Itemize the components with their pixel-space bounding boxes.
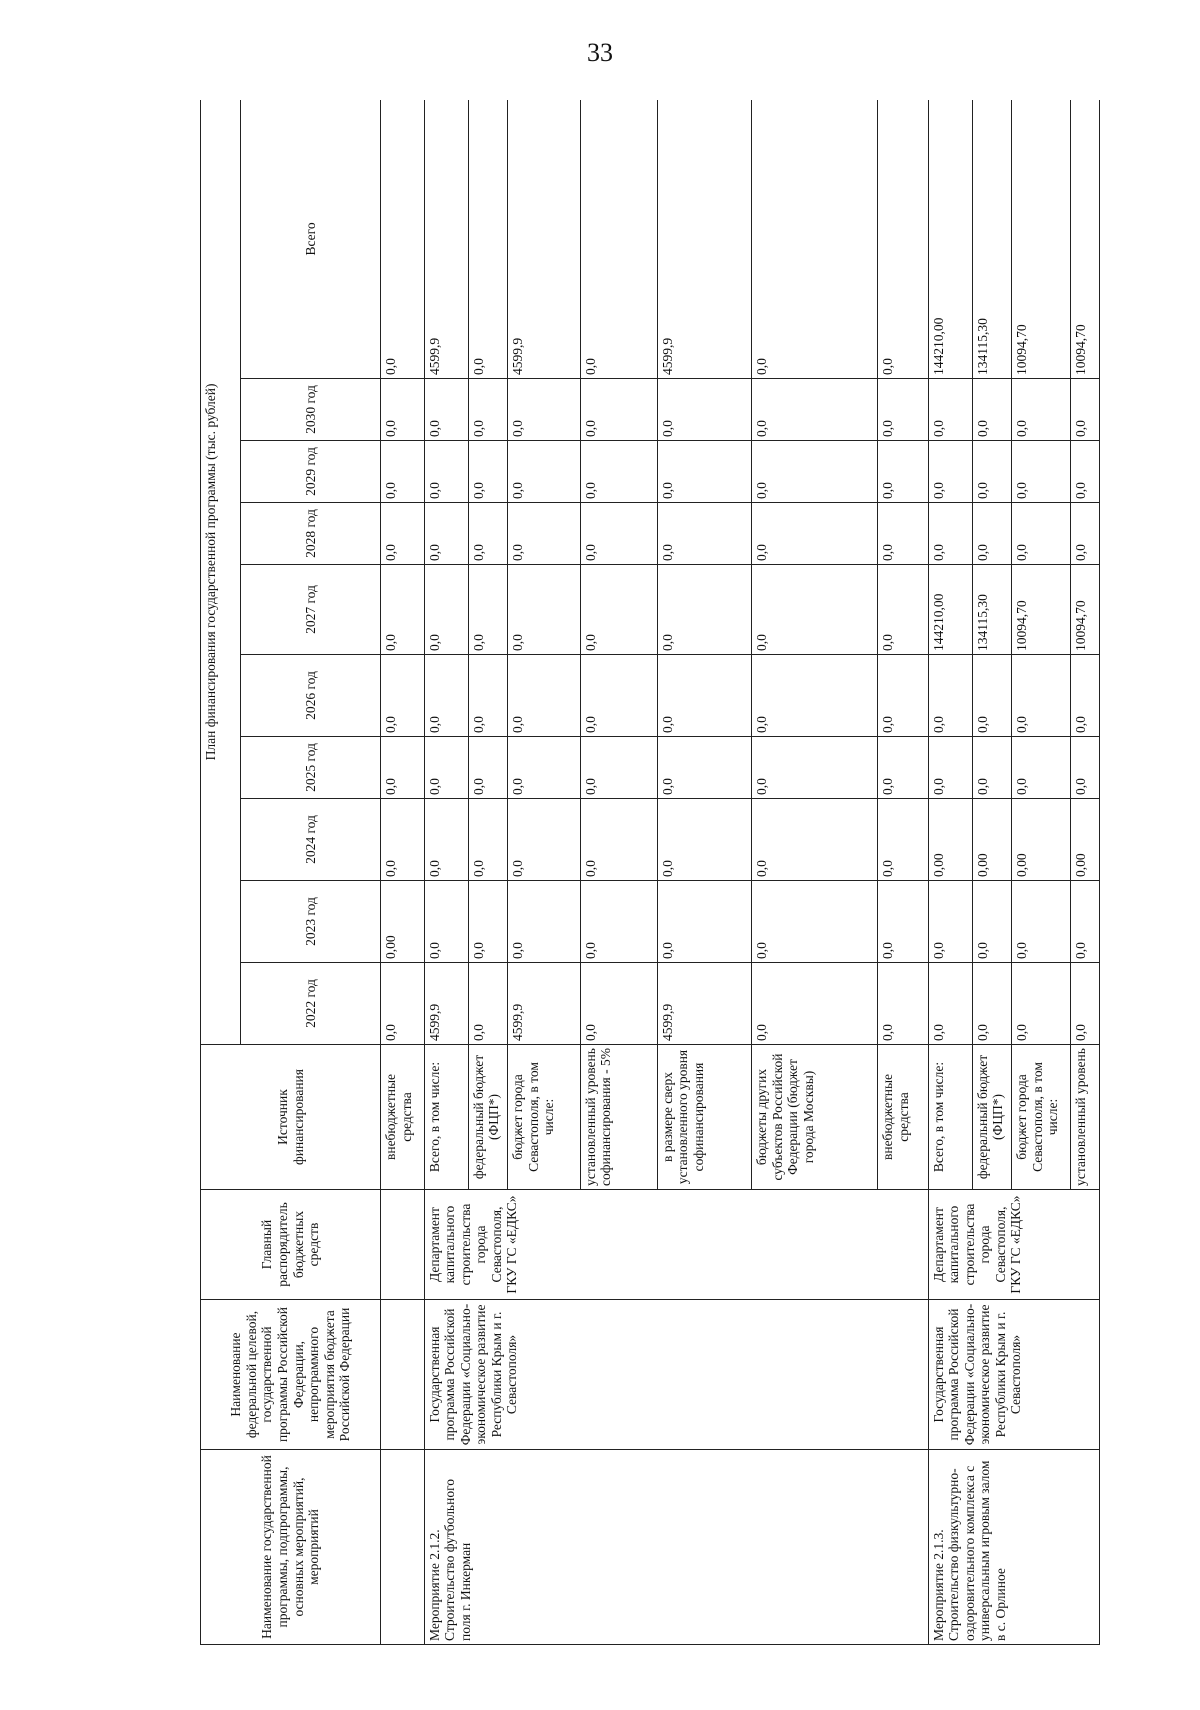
cell-value: 10094,70 [1071, 100, 1100, 379]
cell-value: 0,0 [928, 655, 972, 737]
cell-value: 0,0 [1071, 441, 1100, 503]
cell-value: 0,0 [508, 441, 580, 503]
cell-value: 0,00 [1012, 799, 1071, 881]
cell-value: 0,0 [657, 881, 751, 963]
table-container [200, 100, 1100, 1645]
cell-source: установленный уровень [1071, 1045, 1100, 1190]
cell-value: 144210,00 [928, 100, 972, 379]
cell-value: 4599,9 [508, 963, 580, 1045]
cell-value: 0,0 [468, 379, 508, 441]
header-total: Всего [241, 100, 381, 379]
cell-value: 0,0 [751, 655, 877, 737]
cell-value: 0,0 [508, 565, 580, 655]
cell-value: 0,0 [972, 963, 1012, 1045]
cell-administrator: Департамент капитального строительства города Севастополя, ГКУ ГС «ЕДКС» [424, 1190, 928, 1300]
cell-value: 0,0 [657, 799, 751, 881]
cell-value: 4599,9 [424, 963, 468, 1045]
cell-value: 0,0 [424, 881, 468, 963]
cell-value: 144210,00 [928, 565, 972, 655]
cell-source: Всего, в том числе: [424, 1045, 468, 1190]
cell-value: 0,0 [657, 441, 751, 503]
cell-value: 0,0 [580, 379, 657, 441]
cell-value: 0,0 [878, 963, 928, 1045]
cell-value: 0,0 [878, 565, 928, 655]
cell-value: 0,0 [580, 963, 657, 1045]
cell-value: 0,0 [381, 799, 425, 881]
cell-value: 0,0 [381, 565, 425, 655]
cell-value: 0,0 [928, 441, 972, 503]
cell-source: федеральный бюджет (ФЦП*) [972, 1045, 1012, 1190]
header-year-2027: 2027 год [241, 565, 381, 655]
cell-administrator: Департамент капитального строительства города Севастополя, ГКУ ГС «ЕДКС» [928, 1190, 1099, 1300]
table-row [928, 100, 972, 1645]
header-year-2023: 2023 год [241, 881, 381, 963]
cell-value: 0,0 [751, 100, 877, 379]
cell-value: 0,0 [928, 379, 972, 441]
cell-source: внебюджетные средства [878, 1045, 928, 1190]
cell-source: в размере сверх установленного уровня софинансирования [657, 1045, 751, 1190]
cell-value: 0,0 [1071, 655, 1100, 737]
cell-value: 0,0 [381, 655, 425, 737]
cell-source: установленный уровень софинансирования - 5% [580, 1045, 657, 1190]
cell-value: 0,0 [657, 565, 751, 655]
cell-value: 0,0 [468, 737, 508, 799]
cell-value: 0,0 [508, 799, 580, 881]
cell-value: 0,0 [508, 737, 580, 799]
cell-empty [381, 1190, 425, 1300]
cell-value: 0,0 [751, 379, 877, 441]
header-program: Наименование федеральной целевой, государственной программы Российской Федерации, непрограммного мероприятия бюджета Российской Федерации [201, 1300, 381, 1450]
cell-value: 0,0 [1071, 881, 1100, 963]
cell-value: 0,0 [424, 379, 468, 441]
cell-value: 0,0 [878, 441, 928, 503]
cell-value: 0,0 [751, 881, 877, 963]
cell-value: 0,0 [508, 503, 580, 565]
header-year-2026: 2026 год [241, 655, 381, 737]
cell-value: 0,0 [878, 100, 928, 379]
cell-value: 0,00 [972, 799, 1012, 881]
cell-source: бюджет города Севастополя, в том числе: [1012, 1045, 1071, 1190]
cell-value: 0,0 [580, 655, 657, 737]
cell-value: 0,0 [657, 655, 751, 737]
cell-value: 0,0 [928, 881, 972, 963]
cell-source: бюджет города Севастополя, в том числе: [508, 1045, 580, 1190]
cell-value: 0,0 [1071, 503, 1100, 565]
cell-value: 0,0 [508, 379, 580, 441]
cell-value: 0,0 [424, 565, 468, 655]
header-plan: План финансирования государственной программы (тыс. рублей) [201, 100, 241, 1045]
cell-value: 0,0 [580, 737, 657, 799]
cell-value: 0,0 [468, 881, 508, 963]
cell-value: 0,0 [1012, 963, 1071, 1045]
cell-value: 134115,30 [972, 565, 1012, 655]
cell-value: 0,0 [468, 565, 508, 655]
header-administrator: Главный распорядитель бюджетных средств [201, 1190, 381, 1300]
cell-value: 0,0 [1012, 655, 1071, 737]
cell-value: 0,0 [972, 379, 1012, 441]
cell-value: 134115,30 [972, 100, 1012, 379]
cell-value: 0,0 [580, 799, 657, 881]
page-number: 33 [587, 38, 613, 67]
cell-value: 0,0 [878, 799, 928, 881]
cell-event-name: Мероприятие 2.1.2. Строительство футбольного поля г. Инкерман [424, 1450, 928, 1645]
cell-value: 0,0 [424, 441, 468, 503]
cell-value: 0,0 [424, 737, 468, 799]
cell-value: 0,0 [381, 737, 425, 799]
cell-value: 0,0 [972, 881, 1012, 963]
cell-value: 0,0 [657, 503, 751, 565]
cell-value: 0,00 [1071, 799, 1100, 881]
header-source: Источник финансирования [201, 1045, 381, 1190]
cell-value: 0,0 [1012, 881, 1071, 963]
cell-value: 0,0 [1012, 737, 1071, 799]
cell-source: внебюджетные средства [381, 1045, 425, 1190]
cell-value: 0,0 [878, 503, 928, 565]
cell-value: 0,0 [468, 799, 508, 881]
header-year-2022: 2022 год [241, 963, 381, 1045]
header-year-2024: 2024 год [241, 799, 381, 881]
cell-value: 4599,9 [424, 100, 468, 379]
cell-value: 0,0 [1071, 963, 1100, 1045]
cell-value: 0,0 [468, 963, 508, 1045]
cell-value: 0,0 [928, 503, 972, 565]
header-year-2025: 2025 год [241, 737, 381, 799]
cell-value: 0,0 [1071, 737, 1100, 799]
cell-value: 0,0 [751, 503, 877, 565]
cell-value: 0,0 [381, 379, 425, 441]
cell-value: 4599,9 [657, 963, 751, 1045]
cell-value: 0,0 [381, 441, 425, 503]
cell-value: 0,0 [468, 100, 508, 379]
cell-value: 0,0 [878, 737, 928, 799]
cell-source: бюджеты других субъектов Российской Федерации (бюджет города Москвы) [751, 1045, 877, 1190]
cell-value: 0,0 [424, 655, 468, 737]
cell-value: 0,0 [751, 565, 877, 655]
header-year-2028: 2028 год [241, 503, 381, 565]
cell-value: 0,0 [928, 737, 972, 799]
cell-value: 0,0 [580, 441, 657, 503]
cell-value: 0,0 [1012, 441, 1071, 503]
cell-source: Всего, в том числе: [928, 1045, 972, 1190]
cell-source: федеральный бюджет (ФЦП*) [468, 1045, 508, 1190]
cell-value: 0,0 [751, 799, 877, 881]
cell-value: 0,0 [508, 655, 580, 737]
cell-value: 4599,9 [657, 100, 751, 379]
cell-value: 0,0 [657, 737, 751, 799]
cell-value: 0,0 [751, 737, 877, 799]
cell-value: 0,0 [468, 503, 508, 565]
cell-value: 0,0 [468, 441, 508, 503]
cell-value: 0,0 [468, 655, 508, 737]
cell-value: 0,0 [1012, 379, 1071, 441]
cell-value: 0,0 [878, 881, 928, 963]
cell-event-name: Мероприятие 2.1.3. Строительство физкультурно-оздоровительного комплекса с универсальным игровым залом в с. Орлиное [928, 1450, 1099, 1645]
cell-value: 0,0 [580, 503, 657, 565]
cell-value: 10094,70 [1012, 100, 1071, 379]
rotated-table-wrapper [200, 100, 1100, 1645]
cell-value: 0,0 [751, 963, 877, 1045]
cell-value: 0,00 [928, 799, 972, 881]
cell-value: 0,0 [972, 655, 1012, 737]
cell-value: 10094,70 [1012, 565, 1071, 655]
cell-value: 0,0 [381, 100, 425, 379]
cell-value: 0,0 [878, 379, 928, 441]
cell-value: 4599,9 [508, 100, 580, 379]
cell-empty [381, 1300, 425, 1450]
cell-value: 0,0 [381, 963, 425, 1045]
table-row [424, 100, 468, 1645]
header-year-2030: 2030 год [241, 379, 381, 441]
cell-empty [381, 1450, 425, 1645]
financing-table [200, 100, 1100, 1645]
cell-value: 0,0 [508, 881, 580, 963]
cell-program-name: Государственная программа Российской Федерации «Социально-экономическое развитие Республики Крым и г. Севастополя» [928, 1300, 1099, 1450]
cell-value: 0,0 [928, 963, 972, 1045]
header-year-2029: 2029 год [241, 441, 381, 503]
cell-program-name: Государственная программа Российской Федерации «Социально-экономическое развитие Республики Крым и г. Севастополя» [424, 1300, 928, 1450]
header-event: Наименование государственной программы, подпрограммы, основных мероприятий, мероприятий [201, 1450, 381, 1645]
cell-value: 0,0 [580, 565, 657, 655]
cell-value: 0,0 [424, 799, 468, 881]
cell-value: 0,0 [878, 655, 928, 737]
cell-value: 0,0 [381, 503, 425, 565]
table-row [381, 100, 425, 1645]
cell-value: 0,0 [580, 100, 657, 379]
cell-value: 0,0 [424, 503, 468, 565]
cell-value: 0,0 [972, 503, 1012, 565]
cell-value: 0,0 [1012, 503, 1071, 565]
cell-value: 0,00 [381, 881, 425, 963]
cell-value: 0,0 [972, 737, 1012, 799]
cell-value: 0,0 [972, 441, 1012, 503]
cell-value: 0,0 [1071, 379, 1100, 441]
cell-value: 0,0 [580, 881, 657, 963]
cell-value: 0,0 [657, 379, 751, 441]
cell-value: 10094,70 [1071, 565, 1100, 655]
cell-value: 0,0 [751, 441, 877, 503]
